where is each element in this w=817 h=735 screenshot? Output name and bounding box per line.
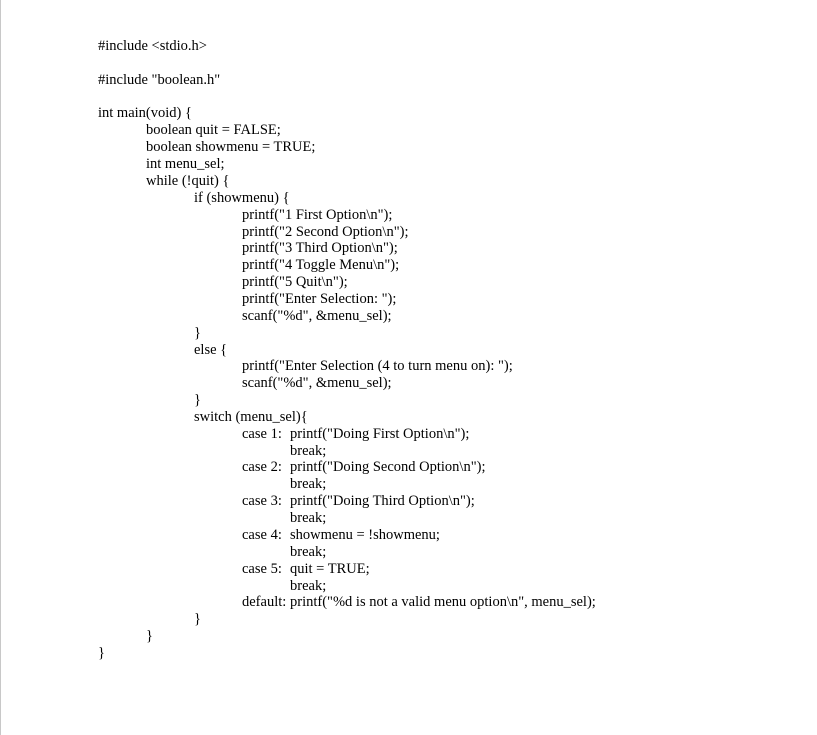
code-case-3-label: case 3: [242, 493, 282, 509]
code-case-3-break: break; [290, 510, 327, 526]
code-line-decl-showmenu: boolean showmenu = TRUE; [146, 139, 316, 155]
code-line-include-boolean: #include "boolean.h" [98, 72, 221, 88]
code-case-2-statement: printf("Doing Second Option\n"); [290, 459, 486, 475]
code-line-scanf-2: scanf("%d", &menu_sel); [242, 375, 392, 391]
code-case-4-statement: showmenu = !showmenu; [290, 527, 440, 543]
code-line-printf-4: printf("4 Toggle Menu\n"); [242, 257, 400, 273]
code-line-printf-5: printf("5 Quit\n"); [242, 274, 348, 290]
code-case-5-label: case 5: [242, 561, 282, 577]
code-line-include-stdio: #include <stdio.h> [98, 38, 207, 54]
code-line-if-head: if (showmenu) { [194, 190, 290, 206]
code-line-while-close: } [146, 628, 153, 644]
code-line-printf-3: printf("3 Third Option\n"); [242, 240, 398, 256]
code-line-switch-head: switch (menu_sel){ [194, 409, 308, 425]
code-line-main-signature: int main(void) { [98, 105, 192, 121]
code-line-scanf-1: scanf("%d", &menu_sel); [242, 308, 392, 324]
code-case-3-statement: printf("Doing Third Option\n"); [290, 493, 475, 509]
code-case-1-break: break; [290, 443, 327, 459]
code-line-main-close: } [98, 645, 105, 661]
code-line-while-head: while (!quit) { [146, 173, 230, 189]
code-case-4-label: case 4: [242, 527, 282, 543]
code-line-printf-1: printf("1 First Option\n"); [242, 207, 393, 223]
code-case-2-break: break; [290, 476, 327, 492]
code-case-4-break: break; [290, 544, 327, 560]
code-line-printf-enter: printf("Enter Selection: "); [242, 291, 397, 307]
code-case-5-break: break; [290, 578, 327, 594]
code-line-decl-menu-sel: int menu_sel; [146, 156, 225, 172]
code-case-1-statement: printf("Doing First Option\n"); [290, 426, 470, 442]
code-case-2-label: case 2: [242, 459, 282, 475]
code-default-label: default: [242, 594, 287, 610]
code-line-decl-quit: boolean quit = FALSE; [146, 122, 281, 138]
code-line-if-close: } [194, 325, 201, 341]
code-default-statement: printf("%d is not a valid menu option\n", menu_sel); [290, 594, 596, 610]
code-case-1-label: case 1: [242, 426, 282, 442]
code-line-printf-enter-else: printf("Enter Selection (4 to turn menu on): "); [242, 358, 513, 374]
code-line-switch-close: } [194, 611, 201, 627]
code-case-5-statement: quit = TRUE; [290, 561, 370, 577]
code-line-else-close: } [194, 392, 201, 408]
code-line-else-head: else { [194, 342, 228, 358]
code-line-printf-2: printf("2 Second Option\n"); [242, 224, 409, 240]
